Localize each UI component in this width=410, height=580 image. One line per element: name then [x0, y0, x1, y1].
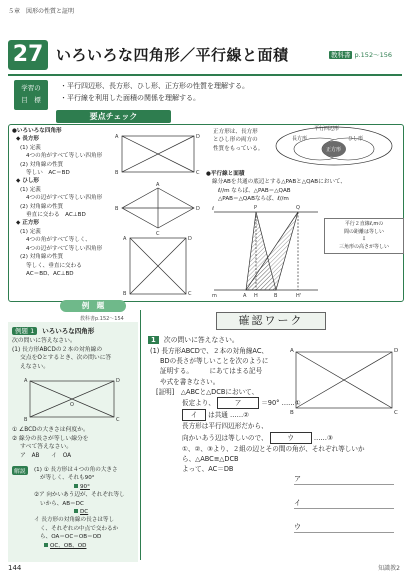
square-note-line: 正方形は、長方形 [213, 129, 258, 135]
kp-line: (1) 定義 [20, 144, 41, 151]
figure-note-line: 平行２直線ℓ,mの [344, 221, 384, 227]
proof-body [150, 397, 400, 474]
kp-line: ◆ ひし形 [16, 178, 40, 185]
kp-line: 4つの角がすべて等しい四角形 [26, 153, 103, 160]
goals-list [60, 80, 249, 104]
kp-line: (1) 定義 [20, 186, 41, 193]
answer-row [294, 522, 400, 546]
pr-fig-A: A [290, 348, 294, 354]
solution-line: (1) ① 長方形は４つの角の大きさ [34, 467, 118, 473]
footer-publisher: 知識教2 [378, 565, 400, 572]
goals-label: 学習の 目 標 [14, 80, 48, 110]
section-number: 27 [8, 40, 48, 70]
figure-note-line: 三角形の高さが等しい [338, 243, 389, 250]
proof-line: ①、②、③より、２組の辺とその間の角が、それぞれ等しいか [182, 444, 365, 453]
answer-label: イ [294, 499, 301, 507]
answer-line[interactable] [294, 484, 394, 485]
practice-heading: 確認ワーク [216, 312, 326, 330]
kp-line: ●いろいろな四角形 [12, 128, 62, 134]
figure-note [324, 218, 404, 254]
venn-left-label: 長方形 [292, 136, 308, 142]
example-line: 次の問いに答えなさい。 [12, 338, 76, 344]
svg-text:B: B [115, 206, 119, 212]
key-points-heading: 要点チェック [56, 110, 171, 123]
solution-text [34, 466, 134, 550]
kp-line: (2) 対角線の性質 [20, 161, 64, 168]
square-note-line: 性質をもっている。 [213, 145, 264, 152]
example-badge: 例題 1 [12, 327, 37, 335]
example-sub-line: ② 線分の長さが等しい線分を [12, 435, 89, 442]
kp-line: 4つの辺がすべて等しい四角形 [26, 195, 103, 202]
parallel-title: ●平行線と面積 [206, 171, 245, 177]
kp-line: (1) 定義 [20, 228, 41, 235]
fig-label-l: ℓ [212, 206, 215, 212]
example-rectangle-figure [22, 376, 122, 422]
solution-answer: DC [34, 508, 134, 516]
example-textbook-ref: 教科書p.152～154 [80, 316, 124, 322]
practice-number: 1 [148, 336, 159, 344]
solution-line: く、それぞれの中点で交わるか [40, 525, 119, 532]
practice-line: [証明] △ABCと△DCBにおいて、 [156, 387, 259, 396]
fig-label-m: m [212, 293, 217, 298]
practice-line: BDの長さが等しいことを次のように [160, 357, 269, 366]
example-line: えなさい。 [20, 363, 49, 370]
answer-line[interactable] [294, 532, 394, 533]
textbook-badge: 教科書 [330, 51, 351, 59]
svg-text:A: A [115, 134, 119, 140]
column-divider [140, 310, 141, 560]
pr-fig-C: C [394, 410, 398, 416]
example-sub-line: ア AB イ OA [20, 452, 72, 459]
svg-text:D: D [196, 134, 200, 140]
practice-question: 次の問いに答えなさい。 [163, 336, 239, 344]
figure-note-arrow: ⇩ [361, 236, 367, 242]
proof-line: 仮定より、 ア ＝90° ……① [150, 397, 400, 409]
practice-line: 証明する。 にあてはまる記号 [160, 367, 263, 376]
kp-line: (2) 対角線の性質 [20, 203, 64, 210]
kp-line: 4つの角がすべて等しく、 [26, 237, 91, 244]
example-line: (1) 長方形ABCDの２本の対角線の [12, 346, 103, 353]
goal-item: ・平行線を利用した面積の関係を理解する。 [60, 94, 200, 102]
svg-text:B: B [115, 170, 119, 176]
example-sub-line: ① ∠BCDの大きさは何度か。 [12, 427, 89, 433]
venn-center-label: 正方形 [326, 147, 342, 153]
solution-line: いから、AB＝DC [40, 500, 84, 507]
figure-note-line: 間の距離は等しい [343, 228, 384, 235]
fig-label-Q: Q [296, 205, 300, 211]
title-divider [8, 74, 402, 76]
solution-answer: OC、OB、OD [34, 542, 134, 550]
example-question-header [12, 326, 94, 335]
example-question [12, 337, 136, 371]
answer-row [294, 498, 400, 522]
svg-text:C: C [196, 170, 200, 176]
kp-line: 等しく、垂直に交わる [26, 262, 82, 269]
answer-area [294, 474, 400, 546]
practice-question-header [148, 334, 239, 344]
answer-line[interactable] [294, 508, 394, 509]
kp-line: 等しい AC＝BD [26, 170, 70, 177]
proof-line: 長方形は平行四辺形だから、 [182, 422, 268, 431]
fig-label-A: A [243, 293, 247, 298]
pr-fig-D: D [394, 348, 399, 354]
example-subquestions [12, 426, 136, 460]
solution-badge: 解説 [12, 466, 28, 475]
answer-label: ア [294, 475, 301, 483]
svg-text:A: A [123, 236, 127, 242]
chapter-header: ５章 図形の性質と証明 [8, 8, 75, 15]
practice-line: や式を書きなさい。 [160, 377, 220, 386]
solution-line: イ 長方形の対角線の長さは等し [34, 517, 115, 524]
venn-right-label: ひし形 [348, 136, 364, 142]
ex-fig-D: D [116, 378, 120, 384]
kp-line: AC＝BD、AC⊥BD [26, 270, 74, 277]
kp-line: (2) 対角線の性質 [20, 254, 64, 261]
parallel-line: ℓ//m ならば、△PAB＝△QAB [218, 187, 291, 194]
fig-label-H: H [254, 293, 258, 298]
square-note-line: とひし形の両方の [213, 137, 258, 144]
page-number: 144 [8, 564, 22, 572]
solution-line: ②ア 向かいあう辺が、それぞれ等し [34, 492, 125, 499]
ex-fig-C: C [116, 417, 120, 422]
fig-label-B: B [274, 293, 278, 298]
ex-fig-O: O [70, 402, 74, 408]
example-heading: 例 題 [60, 300, 126, 312]
svg-text:D: D [196, 206, 200, 212]
textbook-pages: p.152～156 [354, 51, 392, 59]
goal-item: ・平行四辺形、長方形、ひし形、正方形の性質を理解する。 [60, 82, 249, 90]
quadrilateral-figures [112, 130, 204, 296]
ex-fig-B: B [24, 417, 28, 422]
fig-label-Hp: H' [296, 293, 302, 298]
proof-line: よって、AC＝DB [182, 465, 234, 474]
kp-line: ◆ 長方形 [16, 136, 40, 143]
venn-outer-label: 平行四辺形 [314, 126, 340, 132]
kp-line: ◆ 正方形 [16, 220, 40, 227]
section-title: いろいろな四角形／平行線と面積 [56, 46, 289, 64]
textbook-reference [329, 50, 392, 59]
svg-text:C: C [156, 231, 160, 237]
practice-line: (1) 長方形ABCDで、２本の対角線AC、 [150, 347, 269, 355]
blank-a[interactable]: ア [217, 397, 259, 409]
kp-line: 4つの辺がすべて等しい四角形 [26, 245, 103, 252]
svg-text:B: B [123, 291, 127, 296]
solution-line: が等しく、それも90° [40, 475, 95, 482]
ex-fig-A: A [24, 378, 28, 384]
kp-line: 垂直に交わる AC⊥BD [26, 212, 86, 219]
practice-body [150, 346, 286, 397]
parallel-area-figure [210, 204, 320, 298]
fig-label-P: P [254, 205, 258, 211]
proof-line: ら、△ABC≡△DCB [182, 455, 239, 464]
parallel-line: △PAB＝△QABならば、ℓ//m [218, 196, 289, 203]
pr-fig-B: B [290, 410, 294, 416]
example-title: いろいろな四角形 [42, 327, 95, 335]
parallel-section [206, 170, 400, 204]
answer-row [294, 474, 400, 498]
example-line: 交点をOとするとき、次の問いに答 [20, 355, 112, 362]
solution-answer: 90° [34, 483, 134, 491]
solution-line: ら、OA＝OC＝OB＝OD [40, 534, 102, 541]
answer-label: ウ [294, 523, 301, 531]
blank-c[interactable]: ウ [270, 432, 312, 444]
proof-line: イ は共通 ……② [150, 409, 400, 421]
proof-line: 向かいあう辺は等しいので、 ウ ……③ [150, 432, 400, 444]
svg-text:C: C [188, 291, 192, 296]
svg-text:A: A [156, 182, 160, 188]
example-sub-line: すべて答えなさい。 [20, 444, 73, 451]
square-note [213, 128, 269, 153]
svg-text:D: D [188, 236, 192, 242]
blank-b[interactable]: イ [182, 409, 206, 421]
key-col1 [12, 127, 104, 278]
parallel-line: 線分ABを共通の底辺とする△PABと△QABにおいて、 [212, 179, 346, 186]
